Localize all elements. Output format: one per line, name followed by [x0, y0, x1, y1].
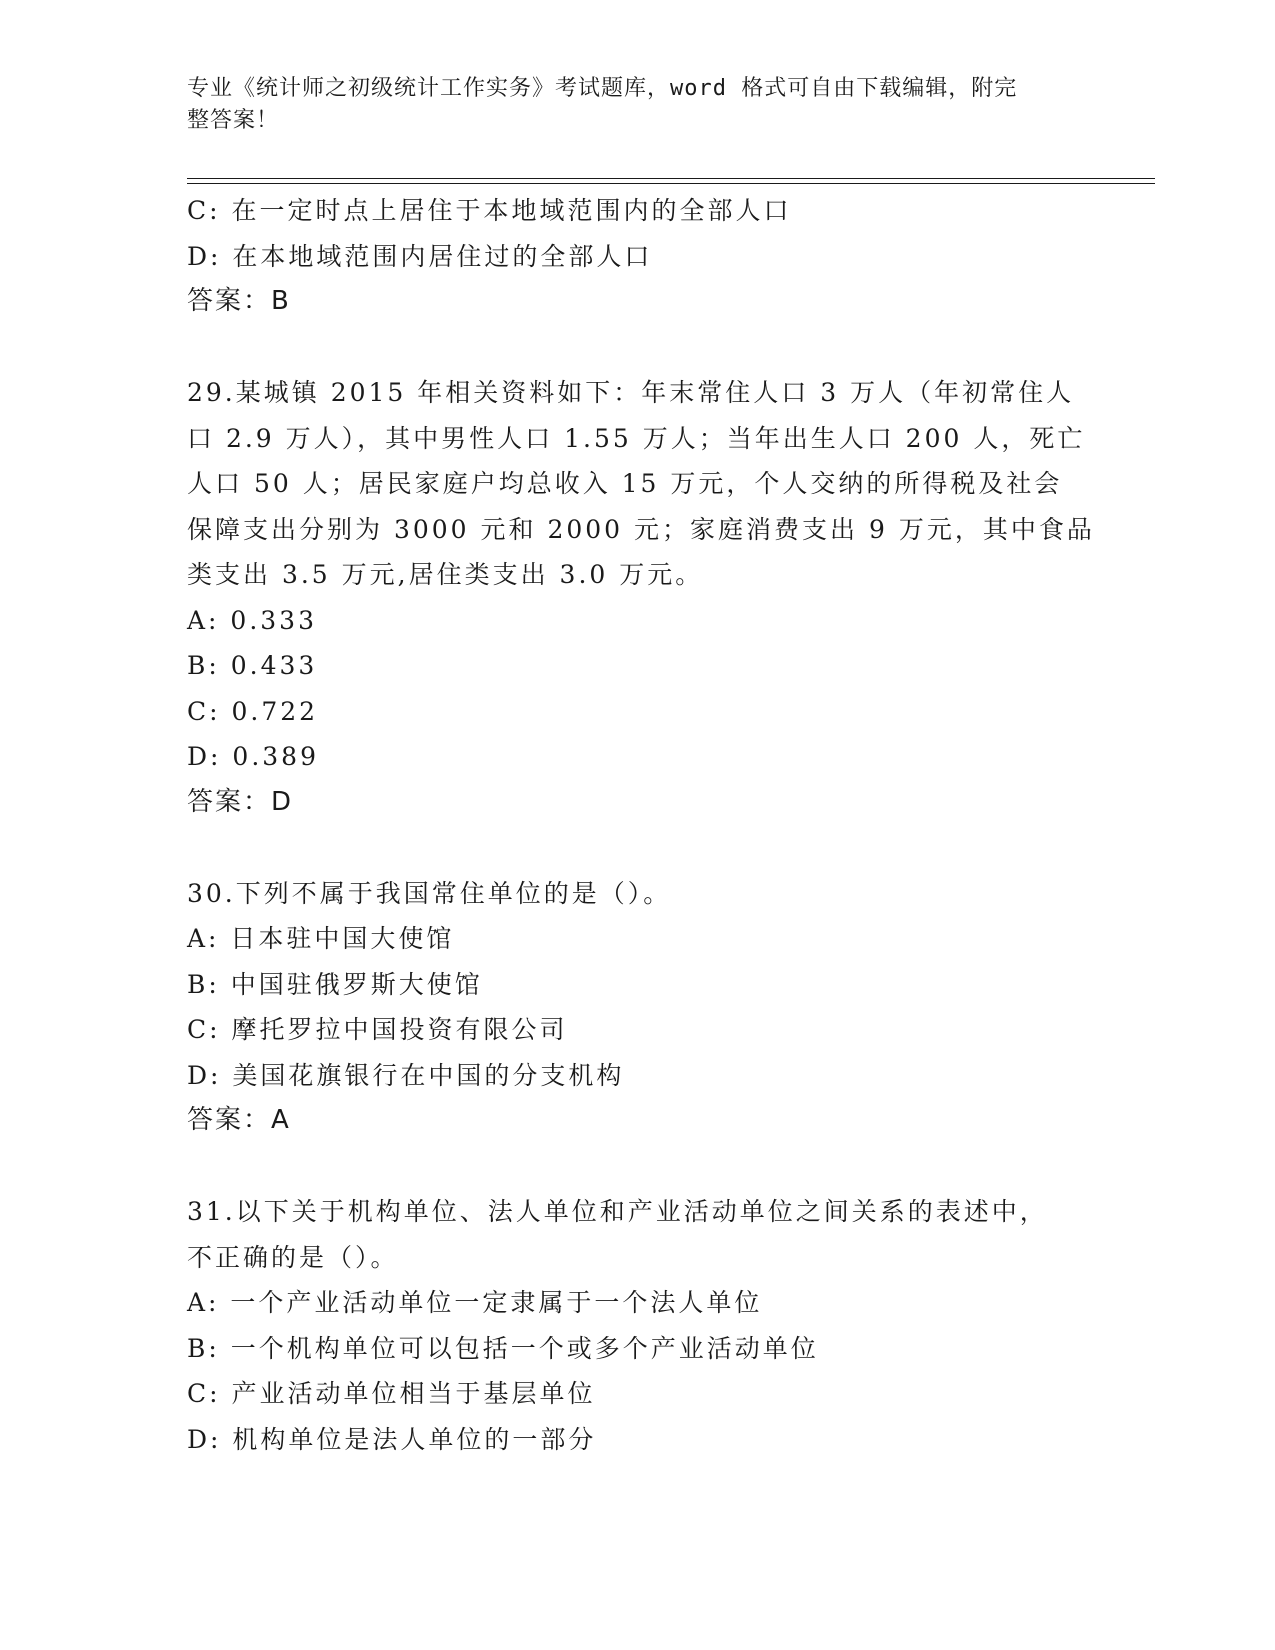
document-header [187, 73, 1067, 137]
header-divider-top [187, 178, 1155, 179]
spacer [187, 325, 1087, 371]
question-list [187, 188, 1095, 1462]
spacer [187, 825, 1087, 871]
question-stem-line: 30.下列不属于我国常住单位的是（）。 [187, 878, 672, 908]
spacer [187, 1144, 1087, 1190]
answer-text: 答案：A [187, 1105, 291, 1135]
question-30 [187, 871, 1087, 1144]
answer-text: 答案：D [187, 786, 294, 817]
question-stem-line: 31.以下关于机构单位、法人单位和产业活动单位之间关系的表述中， [187, 1197, 1048, 1226]
answer-text: 答案：B [187, 286, 291, 316]
question-29 [187, 370, 1095, 825]
question-31 [187, 1189, 1087, 1462]
option-d: D: 机构单位是法人单位的一部分 [187, 1424, 597, 1454]
option-b: B: 0.433 [187, 651, 318, 680]
option-c: C: 0.722 [187, 696, 319, 726]
option-d: D: 0.389 [187, 742, 319, 771]
option-c: C: 摩托罗拉中国投资有限公司 [187, 1015, 568, 1044]
option-b: B: 中国驻俄罗斯大使馆 [187, 969, 483, 999]
question-stem-line: 人口 50 人；居民家庭户均总收入 15 万元，个人交纳的所得税及社会 [187, 469, 1063, 498]
header-line-2: 整答案！ [187, 108, 280, 133]
option-c: C: 在一定时点上居住于本地域范围内的全部人口 [187, 196, 792, 225]
option-c: C: 产业活动单位相当于基层单位 [187, 1379, 596, 1408]
question-stem-line: 类支出 3.5 万元,居住类支出 3.0 万元。 [187, 560, 704, 589]
option-a: A: 一个产业活动单位一定隶属于一个法人单位 [187, 1288, 763, 1317]
question-stem-line: 29.某城镇 2015 年相关资料如下：年末常住人口 3 万人（年初常住人 [187, 378, 1075, 407]
question-stem-line: 口 2.9 万人），其中男性人口 1.55 万人；当年出生人口 200 人，死亡 [187, 423, 1086, 453]
option-a: A: 日本驻中国大使馆 [187, 924, 455, 953]
header-divider-bottom [187, 183, 1155, 184]
option-d: D: 美国花旗银行在中国的分支机构 [187, 1060, 625, 1090]
question-stem-line: 保障支出分别为 3000 元和 2000 元；家庭消费支出 9 万元，其中食品 [187, 514, 1095, 544]
option-d: D: 在本地域范围内居住过的全部人口 [187, 241, 653, 271]
header-line-1: 专业《统计师之初级统计工作实务》考试题库，word 格式可自由下载编辑，附完 [187, 76, 1018, 101]
question-stem-line: 不正确的是（）。 [187, 1242, 399, 1272]
question-28-tail [187, 188, 1087, 325]
option-b: B: 一个机构单位可以包括一个或多个产业活动单位 [187, 1333, 819, 1363]
option-a: A: 0.333 [187, 605, 317, 635]
